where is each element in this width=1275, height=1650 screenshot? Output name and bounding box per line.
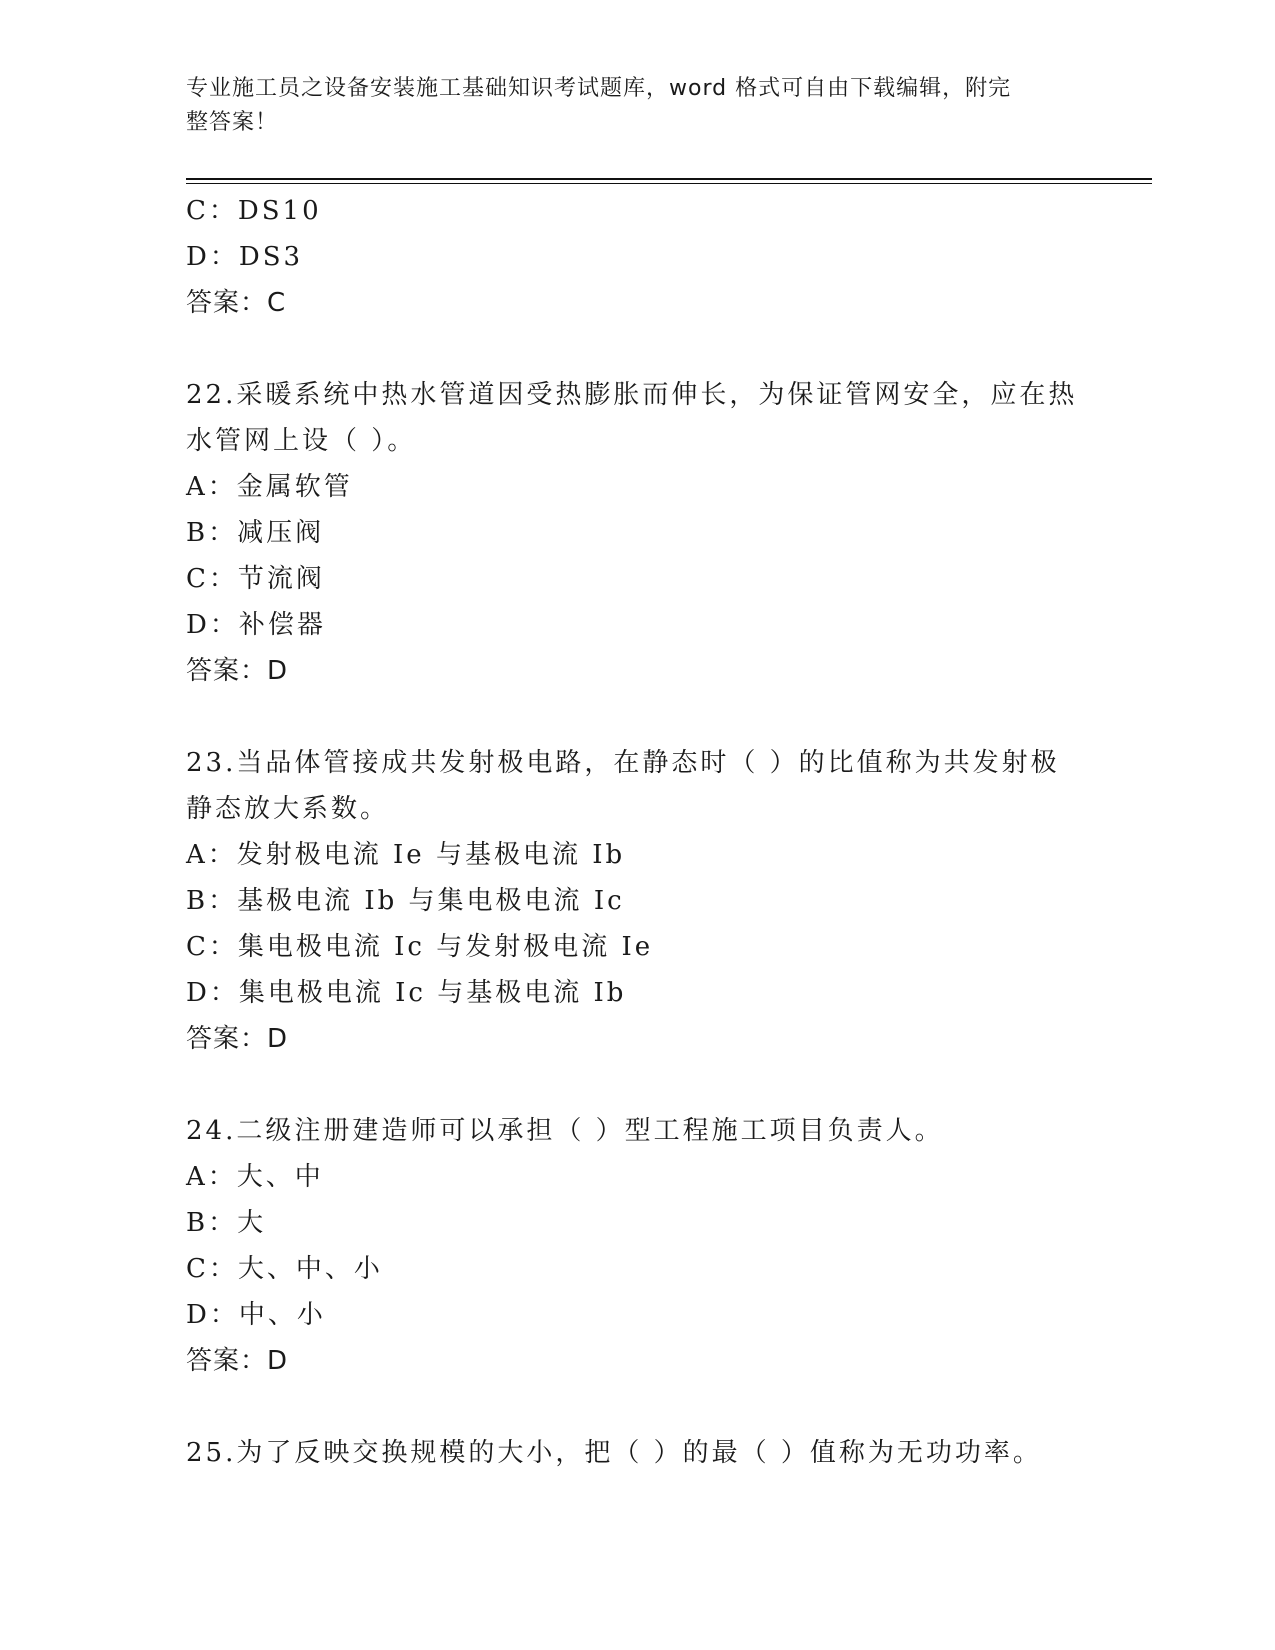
question-24-text-line-1: 24.二级注册建造师可以承担（ ）型工程施工项目负责人。 xyxy=(186,1116,944,1146)
spacer xyxy=(186,694,1086,740)
question-23-text-line-2: 静态放大系数。 xyxy=(186,794,390,824)
question-21-option-d: D：DS3 xyxy=(186,242,304,272)
header-title-line-2: 整答案！ xyxy=(186,110,279,135)
question-22 xyxy=(186,372,1086,694)
question-21 xyxy=(186,188,1086,326)
question-24 xyxy=(186,1108,1086,1384)
document-header xyxy=(186,72,1086,140)
question-23-text-line-1: 23.当品体管接成共发射极电路，在静态时（ ）的比值称为共发射极 xyxy=(186,748,1060,778)
question-23-option-c: C：集电极电流 Ic 与发射极电流 Ie xyxy=(186,932,654,962)
question-22-option-c: C：节流阀 xyxy=(186,564,325,594)
header-title-line-1: 专业施工员之设备安装施工基础知识考试题库，word 格式可自由下载编辑，附完 xyxy=(186,76,1012,101)
question-22-option-d: D：补偿器 xyxy=(186,610,326,640)
question-24-answer: 答案：D xyxy=(186,1346,289,1376)
spacer xyxy=(186,1384,1086,1430)
question-25-text-line-1: 25.为了反映交换规模的大小，把（ ）的最（ ）值称为无功功率。 xyxy=(186,1438,1042,1468)
header-divider-thick xyxy=(186,178,1152,180)
question-22-text-line-2: 水管网上设（ ）。 xyxy=(186,426,417,456)
question-list xyxy=(186,188,1086,1476)
question-23-option-a: A：发射极电流 Ie 与基极电流 Ib xyxy=(186,840,626,870)
question-23-option-d: D：集电极电流 Ic 与基极电流 Ib xyxy=(186,978,627,1008)
question-21-option-c: C：DS10 xyxy=(186,196,322,226)
question-23-answer: 答案：D xyxy=(186,1024,289,1054)
question-22-option-b: B：减压阀 xyxy=(186,518,325,548)
question-22-text-line-1: 22.采暖系统中热水管道因受热膨胀而伸长，为保证管网安全，应在热 xyxy=(186,380,1078,410)
question-24-option-c: C：大、中、小 xyxy=(186,1254,383,1284)
spacer xyxy=(186,1062,1086,1108)
question-24-option-d: D：中、小 xyxy=(186,1300,326,1330)
question-25 xyxy=(186,1430,1086,1476)
question-22-answer: 答案：D xyxy=(186,656,289,686)
question-21-answer: 答案：C xyxy=(186,288,287,318)
header-divider-thin xyxy=(186,183,1152,184)
question-24-option-b: B：大 xyxy=(186,1208,267,1238)
question-23 xyxy=(186,740,1086,1062)
spacer xyxy=(186,326,1086,372)
question-24-option-a: A：大、中 xyxy=(186,1162,324,1192)
question-22-option-a: A：金属软管 xyxy=(186,472,353,502)
question-23-option-b: B：基极电流 Ib 与集电极电流 Ic xyxy=(186,886,625,916)
